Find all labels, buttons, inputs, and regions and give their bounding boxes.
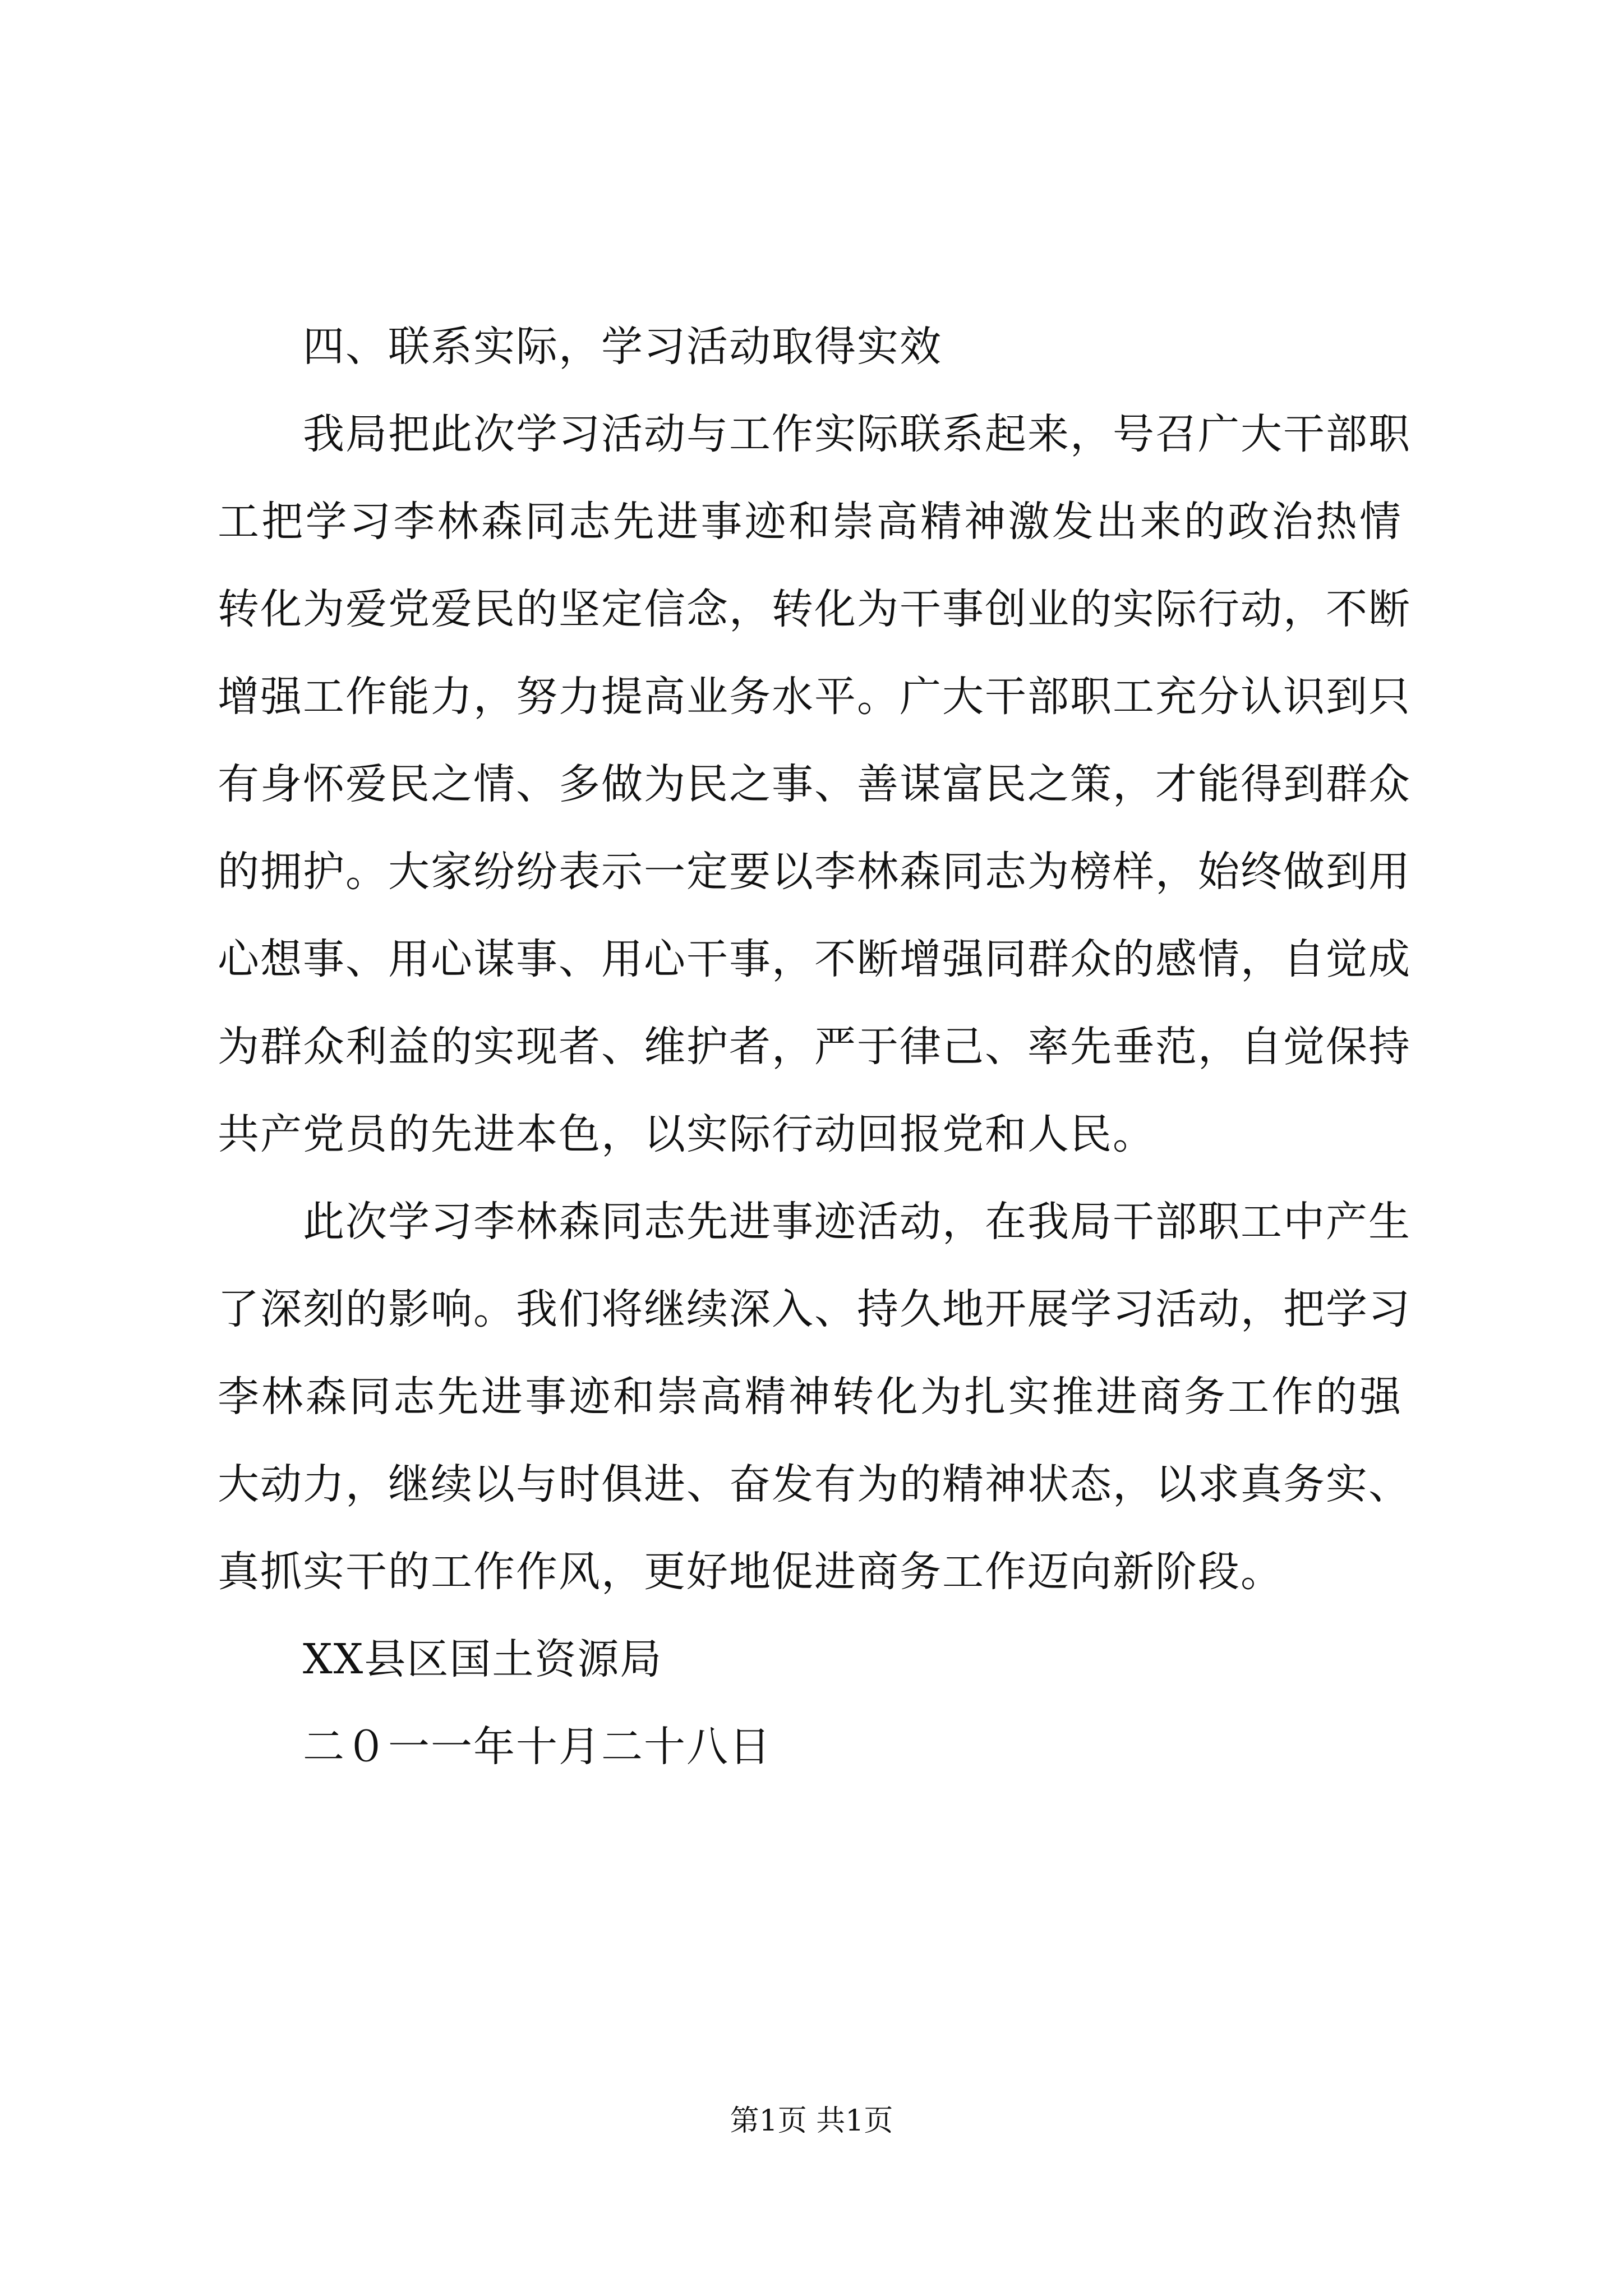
page-footer: 第1页 共1页 [730,2104,893,2138]
paragraph-line: 工把学习李林森同志先进事迹和崇高精神激发出来的政治热情 [218,498,1402,546]
paragraph-line: 我局把此次学习活动与工作实际联系起来，号召广大干部职 [303,410,1411,458]
paragraph-line: 心想事、用心谋事、用心干事，不断增强同群众的感情，自觉成 [218,935,1411,983]
paragraph-line: 此次学习李林森同志先进事迹活动，在我局干部职工中产生 [303,1198,1411,1246]
paragraph-2 [218,1178,1411,1616]
paragraph-line: 真抓实干的工作作风，更好地促进商务工作迈向新阶段。 [218,1548,1283,1596]
paragraph-line: 李林森同志先进事迹和崇高精神转化为扎实推进商务工作的强 [218,1373,1402,1421]
paragraph-line: 转化为爱党爱民的坚定信念，转化为干事创业的实际行动，不断 [218,585,1411,633]
paragraph-line: 增强工作能力，努力提高业务水平。广大干部职工充分认识到只 [218,673,1411,721]
paragraph-line: 大动力，继续以与时俱进、奋发有为的精神状态，以求真务实、 [218,1460,1411,1508]
paragraph-line: 为群众利益的实现者、维护者，严于律己、率先垂范，自觉保持 [218,1023,1411,1071]
paragraph-line: 共产党员的先进本色，以实际行动回报党和人民。 [218,1110,1155,1158]
signature-date: 二０一一年十月二十八日 [303,1723,772,1771]
paragraph-1 [218,390,1411,1178]
signature-organization: XX县区国土资源局 [303,1635,663,1683]
document-body [218,303,1411,1791]
paragraph-line: 的拥护。大家纷纷表示一定要以李林森同志为榜样，始终做到用 [218,848,1411,896]
section-heading: 四、联系实际，学习活动取得实效 [303,323,942,371]
paragraph-line: 有身怀爱民之情、多做为民之事、善谋富民之策，才能得到群众 [218,760,1411,808]
paragraph-line: 了深刻的影响。我们将继续深入、持久地开展学习活动，把学习 [218,1285,1411,1333]
